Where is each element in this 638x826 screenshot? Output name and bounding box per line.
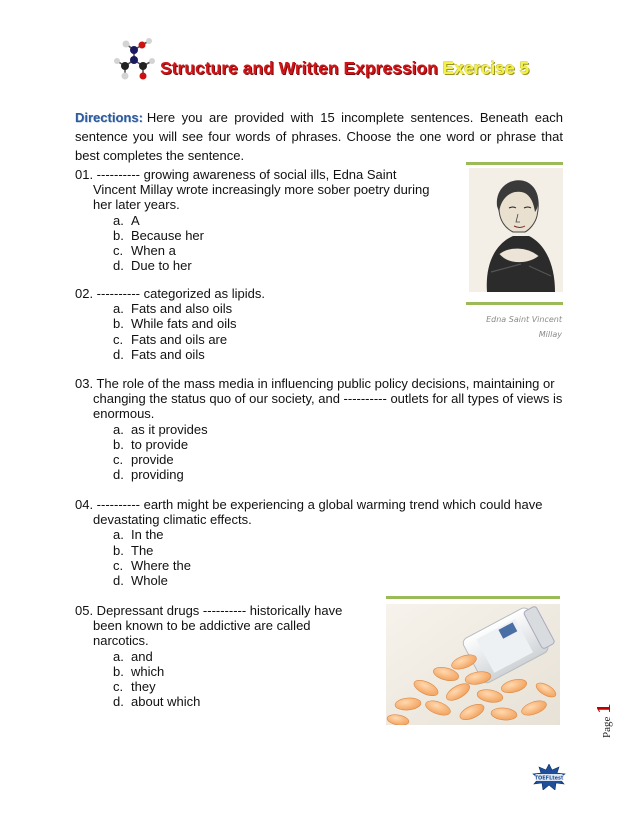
option-item: c. they xyxy=(113,679,156,695)
portrait-caption: Edna Saint Vincent Millay xyxy=(486,315,562,339)
option-item: b. to provide xyxy=(113,436,189,452)
page-number-label xyxy=(593,704,616,738)
title-exercise: Exercise 5 xyxy=(442,58,530,78)
option-item: a. as it provides xyxy=(113,421,208,437)
option-item: a. Fats and also oils xyxy=(113,301,233,317)
molecule-icon xyxy=(112,36,158,82)
option-item: c. When a xyxy=(113,243,176,259)
option-item: a. In the xyxy=(113,527,164,543)
directions-text: Here you are provided with 15 incomplete sentences. Beneath each sentence you will see four words of phrases. Choose the one word or phrase that best completes the sentence. xyxy=(75,110,563,163)
option-item: c. Fats and oils are xyxy=(113,331,228,347)
option-item: c. provide xyxy=(113,452,174,468)
pill-bottle-image xyxy=(386,604,560,725)
header xyxy=(112,36,542,84)
option-item: d. Due to her xyxy=(113,258,192,274)
option-item: b. The xyxy=(113,542,154,558)
option-list xyxy=(113,422,563,483)
question-stem: 02. ---------- categorized as lipids. xyxy=(75,286,265,301)
option-item: d. Whole xyxy=(113,573,168,589)
option-item: c. Where the xyxy=(113,557,191,573)
question-stem: 04. ---------- earth might be experiencing a global warming trend which could have devastating climatic effects. xyxy=(75,497,543,528)
option-item: a. and xyxy=(113,648,153,664)
directions xyxy=(75,108,563,165)
option-item: b. which xyxy=(113,663,165,679)
toefl-badge-logo xyxy=(532,764,566,790)
question-5 xyxy=(75,603,367,709)
directions-label: Directions: xyxy=(75,110,143,125)
option-item: b. Because her xyxy=(113,227,204,243)
question-1 xyxy=(75,167,437,273)
title-main: Structure and Written Expression xyxy=(160,58,438,78)
question-3 xyxy=(75,376,563,482)
option-list xyxy=(113,649,367,710)
question-stem: 03. The role of the mass media in influencing public policy decisions, maintaining or changing the status quo of our society, and ---------- outlets for all types of views is enormous. xyxy=(75,376,563,422)
option-item: a. A xyxy=(113,212,140,228)
question-4 xyxy=(75,497,563,588)
option-item: b. While fats and oils xyxy=(113,316,237,332)
portrait-sketch-image xyxy=(469,168,563,292)
option-item: d. providing xyxy=(113,467,184,483)
option-list xyxy=(113,527,563,588)
question-stem: 01. ---------- growing awareness of social ills, Edna Saint Vincent Millay wrote increasingly more sober poetry during her later years. xyxy=(75,167,430,213)
question-stem: 05. Depressant drugs ---------- historically have been known to be addictive are called narcotics. xyxy=(75,603,343,649)
option-item: d. about which xyxy=(113,694,201,710)
divider-pills xyxy=(386,596,560,599)
page-word: Page xyxy=(601,716,613,738)
svg-text:TOEFLtest: TOEFLtest xyxy=(534,775,564,782)
option-item: d. Fats and oils xyxy=(113,346,205,362)
page-number: 1 xyxy=(593,703,615,714)
option-list xyxy=(113,213,437,274)
page-title xyxy=(160,58,529,79)
question-2 xyxy=(75,286,437,362)
divider-top xyxy=(466,162,563,165)
divider-bottom xyxy=(466,302,563,305)
option-list xyxy=(113,301,437,362)
